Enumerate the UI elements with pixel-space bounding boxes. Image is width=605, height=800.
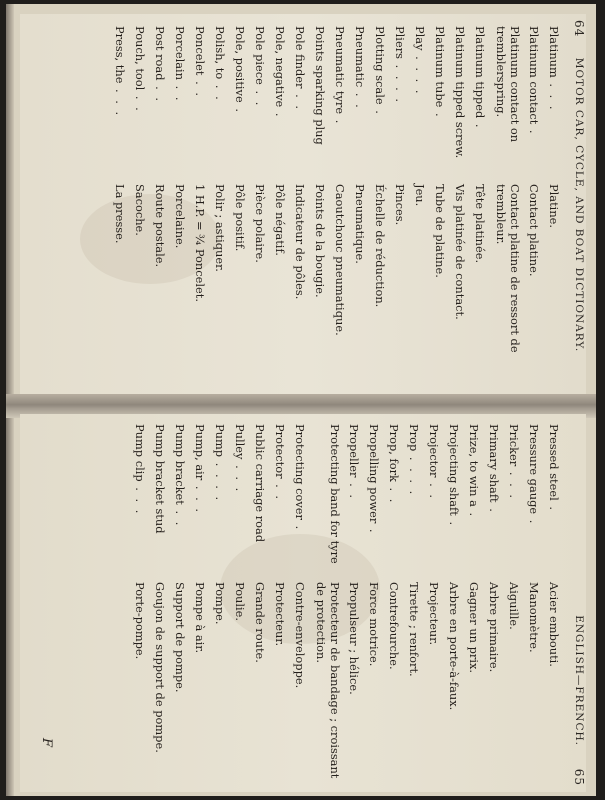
page-number: 65 [572, 768, 586, 786]
leader-dots: . . [193, 75, 207, 98]
entry-term [350, 20, 370, 184]
entry-list [130, 418, 564, 786]
entry-term-text: Pouch, tool [133, 26, 147, 91]
entry-term-text: Plotting scale [373, 26, 387, 105]
leader-dots: . . [253, 84, 267, 108]
dictionary-entry [524, 20, 544, 390]
dictionary-entry [130, 20, 150, 390]
entry-term-text: Porcelain [173, 26, 187, 81]
entry-term [130, 418, 150, 582]
entry-translation: Support de pompe. [173, 582, 187, 693]
dictionary-entry [370, 20, 390, 390]
dictionary-entry [230, 20, 250, 390]
dictionary-entry [424, 418, 444, 786]
page-header [566, 20, 586, 390]
entry-translation: Indicateur de pôles. [293, 184, 307, 300]
entry-term [150, 418, 170, 582]
entry-term-text: Propelling power [367, 424, 381, 524]
dictionary-entry [290, 418, 310, 786]
dictionary-entry [544, 20, 564, 390]
dictionary-entry [524, 418, 544, 786]
entry-translation: Pôle positif. [233, 184, 247, 252]
leader-dots: . [293, 520, 307, 532]
dictionary-entry [330, 20, 350, 390]
entry-translation: Caoutchouc pneumatique. [333, 184, 347, 336]
dictionary-entry [230, 418, 250, 786]
entry-term [484, 418, 504, 582]
entry-term [504, 418, 524, 582]
leader-dots: . . [213, 79, 227, 102]
entry-term-text: Pneumatic [353, 26, 367, 88]
leader-dots: . . [153, 80, 167, 103]
entry-term [270, 418, 290, 582]
dictionary-entry [450, 20, 470, 390]
dictionary-entry [430, 20, 450, 390]
entry-term-text: Propeller [347, 424, 361, 478]
leader-dots: . [473, 118, 487, 130]
entry-term [230, 20, 250, 184]
dictionary-entry [130, 418, 150, 786]
leader-dots: . . . [193, 480, 207, 514]
entry-translation: Échelle de réduction. [373, 184, 387, 308]
entry-translation: Jeu. [413, 184, 427, 207]
entry-term-text: Pricker [507, 424, 521, 467]
leader-dots: . . [133, 90, 147, 113]
leader-dots: . . . [547, 77, 561, 112]
entry-term [230, 418, 250, 582]
leader-dots: . . [173, 504, 187, 528]
entry-translation: Pièce polaire. [253, 184, 267, 263]
entry-term [364, 418, 384, 582]
page-64 [20, 14, 586, 400]
entry-term [314, 418, 342, 582]
leader-dots: . [273, 107, 287, 119]
dictionary-entry [484, 418, 504, 786]
entry-translation: Force motrice. [367, 582, 381, 667]
leader-dots: . [487, 502, 501, 514]
entry-term [390, 20, 410, 184]
dictionary-entry [250, 20, 270, 390]
entry-term-text: Prop [407, 424, 421, 452]
entry-translation: Vis platinée de contact. [453, 184, 467, 320]
entry-translation: Porcelaine. [173, 184, 187, 249]
dictionary-entry [390, 20, 410, 390]
open-book [6, 4, 596, 796]
entry-term [310, 20, 330, 184]
entry-translation: Contact platine. [527, 184, 541, 277]
entry-term-text: Pole finder [293, 26, 307, 89]
entry-term [150, 20, 170, 184]
entry-term [170, 418, 190, 582]
leader-dots: . [233, 102, 247, 114]
dictionary-entry [344, 418, 364, 786]
entry-translation: Tube de platine. [433, 184, 447, 278]
entry-term-text: Press, the [113, 26, 127, 84]
running-head: ENGLISH—FRENCH. [573, 615, 585, 746]
entry-translation: Tirette ; renfort. [407, 582, 421, 677]
entry-term-text: Pole, negative [273, 26, 287, 108]
leader-dots: . . . [233, 459, 247, 494]
dictionary-entry [310, 20, 330, 390]
leader-dots: . . . [133, 481, 147, 516]
entry-term-text: Platinum contact on tremblerspring. [494, 26, 522, 143]
page-65-text [30, 418, 586, 786]
entry-term-text: Poncelet [193, 26, 207, 76]
leader-dots: . . . [113, 83, 127, 118]
leader-dots: . . [387, 481, 401, 505]
entry-translation: Tête platinée. [473, 184, 487, 264]
entry-term-text: Pump bracket stud [153, 424, 167, 534]
entry-term [384, 418, 404, 582]
entry-term-text: Pressure gauge [527, 424, 541, 515]
entry-term [190, 418, 210, 582]
dictionary-entry [350, 20, 370, 390]
entry-term [270, 20, 290, 184]
entry-term-text: Pump [213, 424, 227, 458]
leader-dots: . . . . [213, 457, 227, 503]
leader-dots: . . . . [407, 451, 421, 497]
entry-translation: Acier embouti. [547, 582, 561, 667]
leader-dots: . [527, 514, 541, 526]
entry-term [130, 20, 150, 184]
leader-dots: . . [427, 477, 441, 500]
entry-term-text: Post road [153, 26, 167, 81]
entry-translation: Manomètre. [527, 582, 541, 653]
entry-translation: Propulseur ; hélice. [347, 582, 361, 695]
entry-term-text: Primary shaft [487, 424, 501, 503]
page-65 [20, 414, 586, 792]
entry-translation: Arbre en porte-à-faux. [447, 582, 461, 711]
running-head: MOTOR CAR, CYCLE, AND BOAT DICTIONARY. [573, 57, 585, 353]
leader-dots: . [367, 523, 381, 535]
entry-term [424, 418, 444, 582]
entry-translation: Pompe à air. [193, 582, 207, 654]
dictionary-entry [170, 20, 190, 390]
entry-translation: Projecteur. [427, 582, 441, 646]
entry-term-text: Play [413, 26, 427, 51]
entry-translation: Porte-pompe. [133, 582, 147, 660]
entry-translation: Polir ; astiquer. [213, 184, 227, 272]
signature-mark: F [39, 738, 54, 748]
entry-term-text: Pressed steel [547, 424, 561, 501]
entry-translation: Contact platine de ressort de trembleur. [494, 184, 522, 353]
entry-translation: Pôle négatif. [273, 184, 287, 256]
entry-term [444, 418, 464, 582]
entry-term [544, 20, 564, 184]
entry-translation: Platine. [547, 184, 561, 229]
entry-term-text: Pneumatic tyre [333, 26, 347, 115]
leader-dots: . . [273, 478, 287, 502]
leader-dots: . . . . [393, 58, 407, 104]
leader-dots: . [527, 124, 541, 136]
entry-term [470, 20, 490, 184]
dictionary-entry [270, 20, 290, 390]
entry-term [524, 418, 544, 582]
entry-term-text: Public carriage road [253, 424, 267, 543]
entry-term [110, 20, 130, 184]
entry-translation: La presse. [113, 184, 127, 244]
dictionary-entry [464, 418, 484, 786]
leader-dots: . . . [507, 466, 521, 500]
entry-translation: Protecteur de bandage ; croissant de protection. [314, 582, 342, 779]
entry-term-text: Projector [427, 424, 441, 478]
dictionary-entry [364, 418, 384, 786]
entry-translation: Poulie. [233, 582, 247, 622]
dictionary-entry [190, 418, 210, 786]
entry-term-text: Platinum tube [433, 26, 447, 108]
dictionary-entry [410, 20, 430, 390]
entry-translation: Goujon de support de pompe. [153, 582, 167, 753]
entry-term [524, 20, 544, 184]
dictionary-entry [384, 418, 404, 786]
entry-term-text: Prop, fork [387, 424, 401, 482]
leader-dots: . [467, 506, 481, 519]
page-header [566, 418, 586, 786]
leader-dots: . [373, 104, 387, 116]
dictionary-entry [544, 418, 564, 786]
entry-term [250, 20, 270, 184]
entry-term [190, 20, 210, 184]
entry-term-text: Protector [273, 424, 287, 479]
entry-term-text: Platinum tipped screw. [453, 26, 467, 159]
leader-dots: . . [347, 477, 361, 500]
entry-term [410, 20, 430, 184]
entry-term [450, 20, 470, 184]
entry-term-text: Platinum [547, 26, 561, 78]
entry-term-text: Pump bracket [173, 424, 187, 505]
entry-term-text: Protecting band for tyre [328, 424, 342, 564]
dictionary-entry [290, 20, 310, 390]
dictionary-entry [470, 20, 490, 390]
entry-term [210, 20, 230, 184]
leader-dots: . [447, 515, 461, 528]
dictionary-entry [210, 20, 230, 390]
entry-term [370, 20, 390, 184]
dictionary-entry [270, 418, 290, 786]
leader-dots: . . . . [413, 50, 427, 96]
entry-list [110, 20, 564, 390]
leader-dots: . [547, 500, 561, 512]
entry-term-text: Polish, to [213, 26, 227, 80]
leader-dots: . . [173, 80, 187, 103]
entry-term [464, 418, 484, 582]
entry-translation: Arbre primaire. [487, 582, 501, 673]
entry-translation: 1 H.P. = ¾ Poncelet. [193, 184, 207, 302]
leader-dots: . [433, 107, 447, 119]
entry-term [344, 418, 364, 582]
leader-dots: . . [293, 88, 307, 111]
dictionary-entry [150, 418, 170, 786]
entry-term-text: Pulley [233, 424, 247, 460]
dictionary-entry [150, 20, 170, 390]
entry-term [330, 20, 350, 184]
page-64-text [30, 20, 586, 390]
entry-translation: Contre-enveloppe. [293, 582, 307, 689]
entry-translation: Aiguille. [507, 582, 521, 630]
dictionary-entry [190, 20, 210, 390]
dictionary-entry [110, 20, 130, 390]
entry-term-text: Pole piece [253, 26, 267, 85]
entry-term-text: Projecting shaft [447, 424, 461, 516]
entry-translation: Gagner un prix. [467, 582, 481, 674]
entry-translation: Protecteur. [273, 582, 287, 647]
entry-term [430, 20, 450, 184]
entry-term-text: Pliers [393, 26, 407, 59]
entry-translation: Pinces. [393, 184, 407, 226]
entry-translation: Pneumatique. [353, 184, 367, 264]
dictionary-entry [250, 418, 270, 786]
entry-term [290, 20, 310, 184]
dictionary-entry [404, 418, 424, 786]
entry-translation: Contrefourche. [387, 582, 401, 670]
entry-translation: Grande route. [253, 582, 267, 663]
dictionary-entry [490, 20, 524, 390]
dictionary-entry [210, 418, 230, 786]
entry-term [250, 418, 270, 582]
entry-translation: Pompe. [213, 582, 227, 625]
entry-term-text: Protecting cover [293, 424, 307, 520]
entry-term-text: Platinum contact [527, 26, 541, 125]
page-number: 64 [572, 20, 586, 38]
entry-term [290, 418, 310, 582]
entry-term [210, 418, 230, 582]
leader-dots: . . [353, 87, 367, 110]
entry-term [494, 20, 522, 184]
entry-term-text: Pole, positive [233, 26, 247, 103]
entry-term-text: Points sparking plug [313, 26, 327, 145]
dictionary-entry [310, 418, 344, 786]
entry-term-text: Pump clip [133, 424, 147, 482]
entry-term [404, 418, 424, 582]
dictionary-entry [444, 418, 464, 786]
leader-dots: . [333, 114, 347, 126]
entry-term [544, 418, 564, 582]
dictionary-entry [170, 418, 190, 786]
entry-term-text: Platinum tipped [473, 26, 487, 119]
entry-term-text: Pump, air [193, 424, 207, 481]
entry-translation: Points de la bougie. [313, 184, 327, 298]
dictionary-entry [504, 418, 524, 786]
entry-translation: Sacoche. [133, 184, 147, 236]
entry-term-text: Prize, to win a [467, 424, 481, 507]
entry-translation: Route postale. [153, 184, 167, 268]
entry-term [170, 20, 190, 184]
